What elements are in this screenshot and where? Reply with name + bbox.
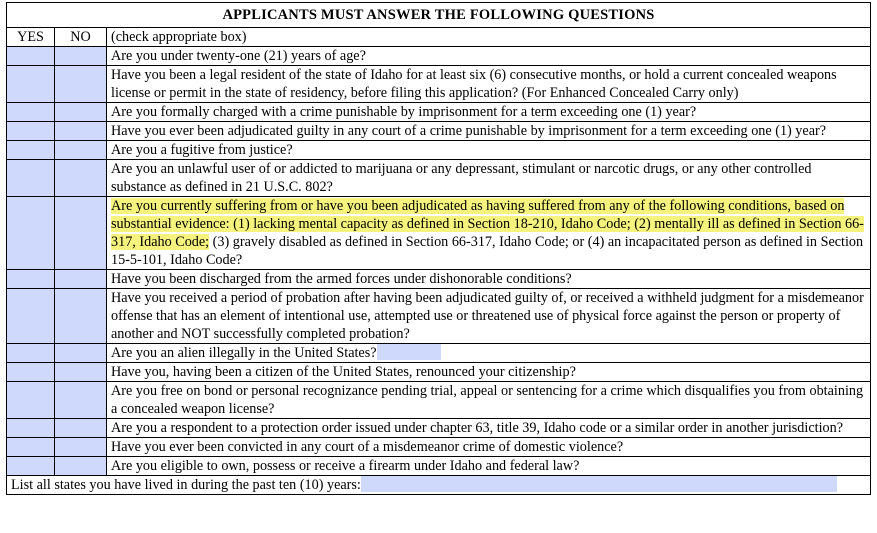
yes-checkbox[interactable] (7, 122, 55, 141)
yes-checkbox[interactable] (7, 344, 55, 363)
yes-checkbox[interactable] (7, 457, 55, 476)
question-row (7, 382, 871, 419)
question-row (7, 47, 871, 66)
no-checkbox[interactable] (55, 382, 107, 419)
yes-checkbox[interactable] (7, 103, 55, 122)
yes-checkbox[interactable] (7, 197, 55, 270)
question-text: Are you eligible to own, possess or receive a firearm under Idaho and federal law? (107, 457, 871, 476)
no-checkbox[interactable] (55, 160, 107, 197)
question-row (7, 363, 871, 382)
question-text: Have you been a legal resident of the state of Idaho for at least six (6) consecutive months, or hold a current concealed weapons license or permit in the state of residency, before filing this application? (For Enhanced Concealed Carry only) (107, 66, 871, 103)
yes-column-header: YES (7, 28, 55, 47)
no-checkbox[interactable] (55, 122, 107, 141)
no-column-header: NO (55, 28, 107, 47)
yes-checkbox[interactable] (7, 47, 55, 66)
question-text: Are you a respondent to a protection order issued under chapter 63, title 39, Idaho code or a similar order in another jurisdiction? (107, 419, 871, 438)
no-checkbox[interactable] (55, 419, 107, 438)
question-text: Are you under twenty-one (21) years of age? (107, 47, 871, 66)
states-lived-row (7, 476, 871, 495)
question-text: Have you, having been a citizen of the United States, renounced your citizenship? (107, 363, 871, 382)
question-text: Are you an unlawful user of or addicted to marijuana or any depressant, stimulant or narcotic drugs, or any other controlled substance as defined in 21 U.S.C. 802? (107, 160, 871, 197)
yes-checkbox[interactable] (7, 419, 55, 438)
section-title: APPLICANTS MUST ANSWER THE FOLLOWING QUESTIONS (7, 3, 871, 28)
question-text: Have you ever been adjudicated guilty in any court of a crime punishable by imprisonment for a term exceeding one (1) year? (107, 122, 871, 141)
question-text: Are you free on bond or personal recognizance pending trial, appeal or sentencing for a crime which disqualifies you from obtaining a concealed weapon license? (107, 382, 871, 419)
question-text (107, 344, 871, 363)
yes-checkbox[interactable] (7, 141, 55, 160)
question-text: Have you been discharged from the armed forces under dishonorable conditions? (107, 270, 871, 289)
yes-checkbox[interactable] (7, 160, 55, 197)
question-row (7, 160, 871, 197)
yes-checkbox[interactable] (7, 289, 55, 344)
no-checkbox[interactable] (55, 141, 107, 160)
yes-checkbox[interactable] (7, 382, 55, 419)
question-row (7, 289, 871, 344)
no-checkbox[interactable] (55, 289, 107, 344)
no-checkbox[interactable] (55, 438, 107, 457)
text-field-fill[interactable] (377, 344, 441, 360)
question-row-mental-health (7, 197, 871, 270)
question-text-rest: (3) gravely disabled as defined in Section 66-317, Idaho Code; or (4) an incapacitated person as defined in Section 15-5-101, Idaho Code? (111, 234, 864, 268)
yes-checkbox[interactable] (7, 270, 55, 289)
no-checkbox[interactable] (55, 457, 107, 476)
highlighted-text: Are you currently suffering from or have you been adjudicated as having suffered from any of the following conditions, based on substantial evidence: (1) lacking mental capacity as defined in Section 18-210, Idaho Code; (2) mentally ill as defined in Section 66-317, Idaho Code; (111, 198, 864, 250)
no-checkbox[interactable] (55, 66, 107, 103)
question-row (7, 103, 871, 122)
question-row (7, 122, 871, 141)
states-lived-label: List all states you have lived in during the past ten (10) years: (11, 477, 361, 493)
no-checkbox[interactable] (55, 344, 107, 363)
question-row (7, 457, 871, 476)
no-checkbox[interactable] (55, 363, 107, 382)
states-lived-cell (7, 476, 871, 495)
questions-table (6, 2, 871, 495)
question-text: Are you formally charged with a crime punishable by imprisonment for a term exceeding one (1) year? (107, 103, 871, 122)
no-checkbox[interactable] (55, 197, 107, 270)
question-text-label: Are you an alien illegally in the United States? (111, 345, 377, 361)
question-text: Are you a fugitive from justice? (107, 141, 871, 160)
question-row (7, 66, 871, 103)
no-checkbox[interactable] (55, 103, 107, 122)
question-row (7, 438, 871, 457)
yes-checkbox[interactable] (7, 438, 55, 457)
question-text (107, 197, 871, 270)
question-text: Have you received a period of probation after having been adjudicated guilty of, or received a withheld judgment for a misdemeanor offense that has an element of intentional use, attempted use or threatened use of physical force against the person or property of another and NOT successfully completed probation? (107, 289, 871, 344)
no-checkbox[interactable] (55, 270, 107, 289)
question-row (7, 141, 871, 160)
question-text: Have you ever been convicted in any court of a misdemeanor crime of domestic violence? (107, 438, 871, 457)
question-row (7, 270, 871, 289)
instruction-text: (check appropriate box) (107, 28, 871, 47)
yes-checkbox[interactable] (7, 363, 55, 382)
question-row (7, 344, 871, 363)
states-lived-field[interactable] (361, 476, 837, 492)
no-checkbox[interactable] (55, 47, 107, 66)
yes-checkbox[interactable] (7, 66, 55, 103)
question-row (7, 419, 871, 438)
